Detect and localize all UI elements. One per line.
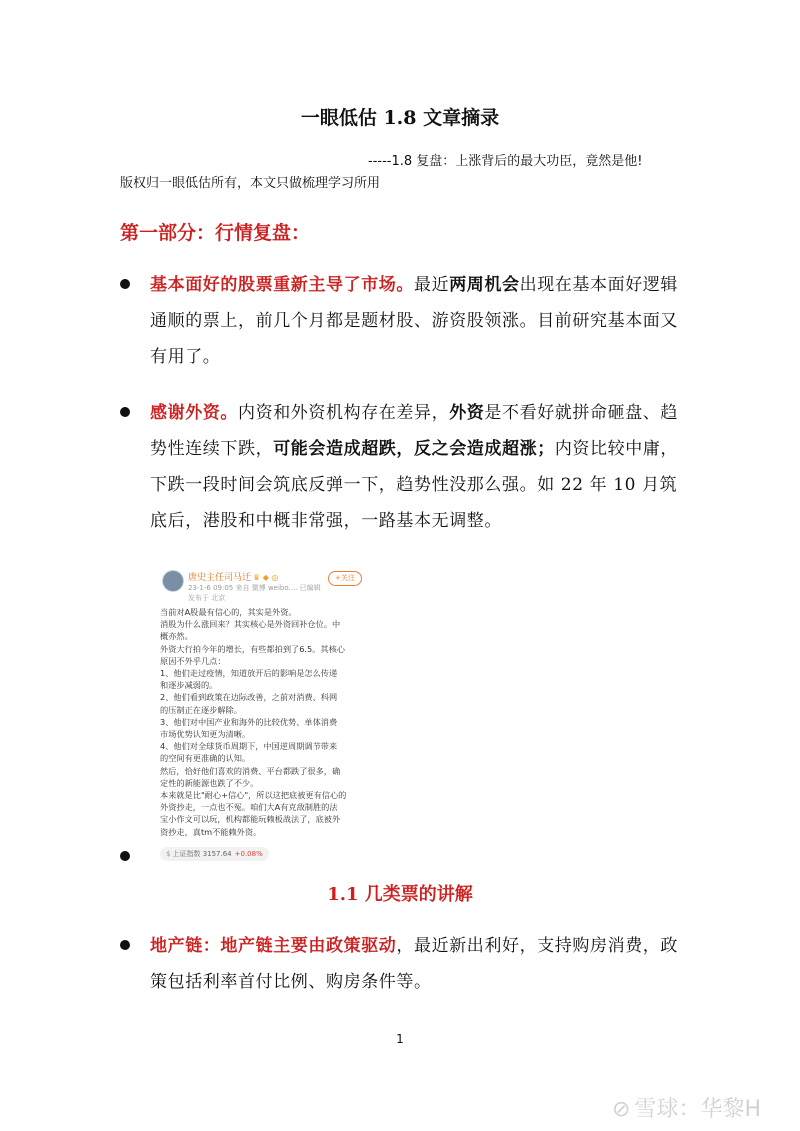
bullet-text	[150, 928, 680, 1000]
post-line: 1、他们走过疫情，知道放开后的影响是怎么传递	[160, 668, 338, 679]
post-line: 当前对A股最有信心的，其实是外资。	[160, 607, 297, 617]
dollar-icon: $	[166, 850, 171, 858]
watermark-text: 雪球：华黎H	[634, 1097, 761, 1122]
post-line: 的压制正在逐步解除。	[160, 704, 242, 715]
text-run: 内资比较中庸，下跌一段时间会筑底反弹一下，趋势性没那么强。如 22 年 10 月筑底后，港股和中概非常强，一路基本无调整。	[150, 439, 679, 531]
post-line: 外资抄走，一点也不冤。咱们大A有克敌制胜的法	[160, 802, 338, 813]
bullet-text	[150, 395, 680, 539]
post-line: 概亦然。	[160, 631, 193, 642]
badge-icons: ♛ ◆ ◎	[253, 573, 279, 582]
post-line: 资抄走，真tm不能赖外资。	[160, 826, 262, 837]
post-line: 2、他们看到政策在边际改善，之前对消费、科网	[160, 692, 338, 703]
highlight-bold: 可能会造成超跌，反之会造成超涨；	[273, 439, 555, 459]
text-run: 是不看好就拼命砸盘、趋势性连续下跌，	[150, 403, 679, 459]
post-line: 消股为什么涨回来？其实核心是外资回补仓位。中	[160, 619, 341, 630]
bullet-item-fundamentals	[120, 267, 680, 375]
text-run: 出现在基本面好逻辑通顺的票上，前几个月都是题材股、游资股领涨。目前研究基本面又有用了。	[150, 275, 679, 367]
post-line: 宝小作文可以玩，机构都能玩赖板战法了，底被外	[160, 814, 341, 825]
post-line: 然后，恰好他们喜欢的消费、平台都跌了很多，确	[160, 765, 341, 776]
embedded-post-screenshot	[152, 562, 384, 868]
document-title: 一眼低估 1.8 文章摘录	[300, 107, 500, 129]
bullet-dot-icon	[120, 279, 130, 289]
author-name: 唐史主任司马迁	[188, 573, 252, 583]
highlight-bold: 外资	[449, 403, 485, 423]
stock-change: +0.08%	[234, 850, 263, 858]
highlight-red: 基本面好的股票重新主导了市场。	[150, 275, 414, 295]
bullet-dot-icon	[120, 407, 130, 417]
post-meta: 23-1-6 09:05 来自 微博 weibo.... 已编辑	[188, 584, 321, 592]
post-line: 定性的新能源也跌了不少。	[160, 777, 259, 788]
post-line: 3、他们对中国产业和海外的比较优势、单体消费	[160, 716, 338, 727]
highlight-red: 感谢外资。	[150, 403, 238, 423]
subsection-title: 1.1 几类票的讲解	[327, 884, 473, 905]
snowball-logo-icon: ⊘	[612, 1097, 631, 1122]
avatar	[162, 570, 184, 592]
highlight-red: 地产链：地产链主要由政策驱动	[150, 936, 397, 956]
post-line: 外资大行拍今年的增长，有些都拍到了6.5。其核心	[160, 643, 345, 654]
text-run: 内资和外资机构存在差异，	[238, 403, 450, 423]
bullet-item-foreign-capital	[120, 395, 680, 539]
watermark	[612, 1092, 761, 1123]
post-line: 和逐步减弱的。	[160, 680, 218, 691]
bullet-dot-icon	[120, 940, 130, 950]
post-location: 发布于 北京	[188, 594, 226, 602]
copyright-notice: 版权归一眼低估所有，本文只做梳理学习所用	[120, 176, 381, 191]
highlight-bold: 两周机会	[449, 275, 520, 295]
bullet-dot-icon	[120, 851, 130, 861]
document-subtitle: -----1.8 复盘：上涨背后的最大功臣，竟然是他!	[368, 154, 643, 169]
section-title: 第一部分：行情复盘：	[120, 222, 311, 244]
follow-button[interactable]: +关注	[328, 571, 362, 586]
post-line: 本来就是比"耐心+信心"，所以这把底被更有信心的	[160, 790, 347, 801]
stock-label: 上证指数 3157.64	[172, 850, 232, 858]
bullet-text	[150, 267, 680, 375]
post-line: 4、他们对全球货币周期下，中国逆周期调节带来	[160, 741, 338, 752]
post-line: 市场优势认知更为清晰。	[160, 729, 251, 740]
post-line: 的空间有更准确的认知。	[160, 753, 251, 764]
post-author	[188, 570, 278, 583]
post-body	[160, 606, 378, 838]
text-run: ，最近新出利好，支持购房消费，政策包括利率首付比例、购房条件等。	[150, 936, 679, 992]
page-number: 1	[396, 1032, 404, 1046]
bullet-item-real-estate	[120, 928, 680, 1000]
stock-chip[interactable]	[160, 847, 269, 861]
post-line: 原因不外乎几点：	[160, 655, 226, 666]
text-run: 最近	[414, 275, 450, 295]
